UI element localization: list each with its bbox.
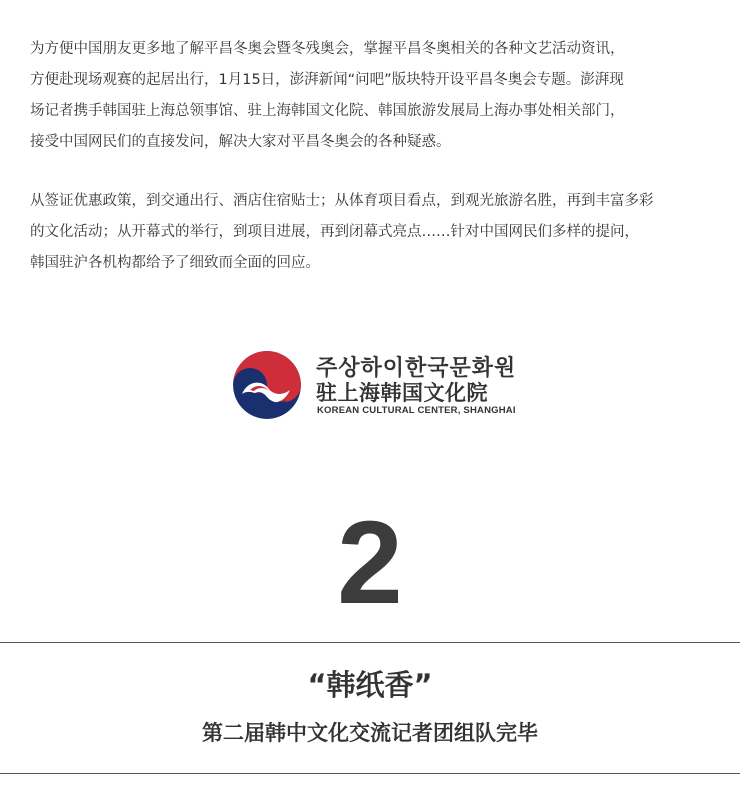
section-number: 2 [337, 497, 403, 629]
paragraph-line: 从签证优惠政策，到交通出行、酒店住宿贴士；从体育项目看点，到观光旅游名胜，再到丰富多彩 [30, 193, 654, 209]
section-title: “韩纸香” [307, 668, 433, 702]
paragraph-line: 接受中国网民们的直接发问，解决大家对平昌冬奥会的各种疑惑。 [30, 134, 451, 150]
divider [0, 642, 740, 643]
taegeuk-emblem-icon [232, 350, 302, 420]
intro-paragraph-2 [30, 186, 710, 279]
section-subtitle: 第二届韩中文化交流记者团组队完毕 [202, 721, 538, 745]
paragraph-line: 韩国驻沪各机构都给予了细致而全面的回应。 [30, 255, 320, 271]
paragraph-line: 方便赴现场观赛的起居出行，1月15日，澎湃新闻“问吧”版块特开设平昌冬奥会专题。澎湃现 [30, 72, 624, 88]
logo-chinese-name: 驻上海韩国文化院 [316, 381, 488, 405]
divider [0, 773, 740, 774]
intro-paragraph-1 [30, 34, 710, 158]
paragraph-line: 为方便中国朋友更多地了解平昌冬奥会暨冬残奥会，掌握平昌冬奥相关的各种文艺活动资讯， [30, 41, 625, 57]
paragraph-line: 场记者携手韩国驻上海总领事馆、驻上海韩国文化院、韩国旅游发展局上海办事处相关部门， [30, 103, 625, 119]
logo-korean-name: 주상하이한국문화원 [316, 356, 517, 381]
logo-english-name: KOREAN CULTURAL CENTER, SHANGHAI [317, 405, 516, 416]
paragraph-line: 的文化活动；从开幕式的举行，到项目进展，再到闭幕式亮点……针对中国网民们多样的提问， [30, 224, 639, 240]
korean-cultural-center-logo [232, 347, 522, 423]
